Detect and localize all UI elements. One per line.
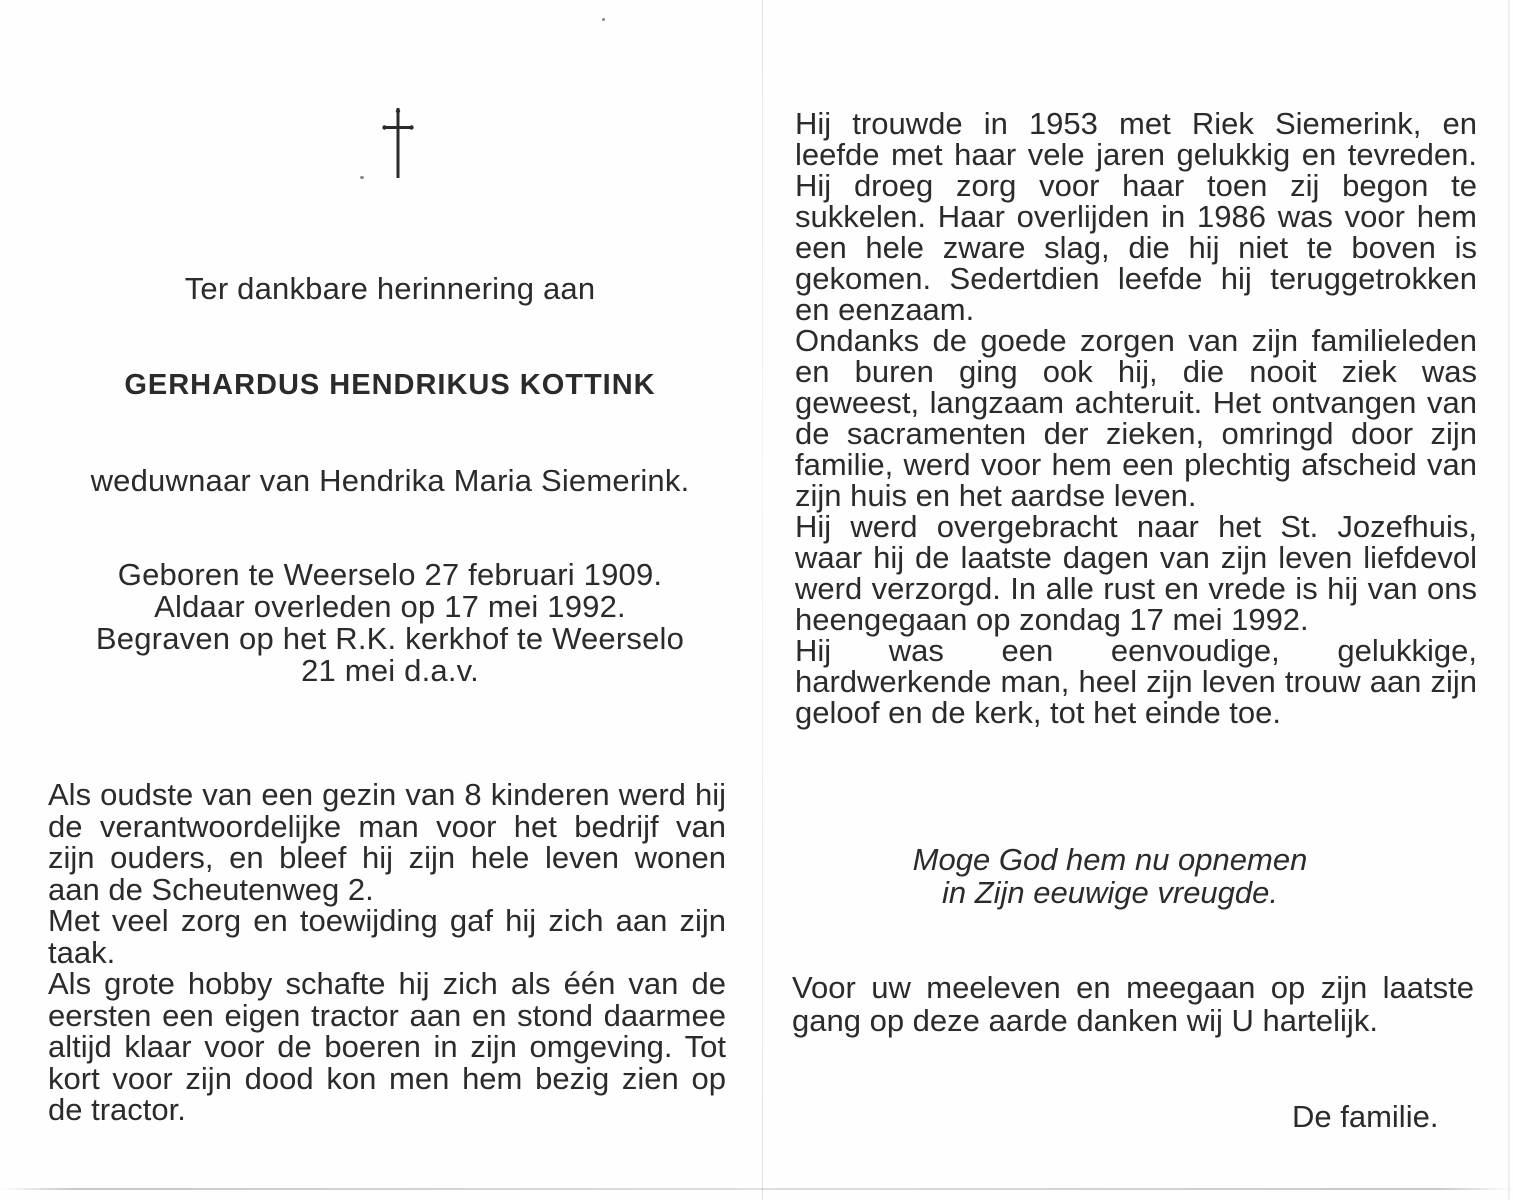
prayer-line: Moge God hem nu opnemen <box>912 842 1308 877</box>
left-biography <box>48 779 726 1126</box>
paper-speck <box>602 18 605 21</box>
bio-paragraph: Hij werd overgebracht naar het St. Jozefhuis, waar hij de laatste dagen van zijn leven liefdevol werd verzorgd. In alle rust en vrede is hij van ons heengegaan op zondag 17 mei 1992. <box>795 509 1477 637</box>
cross-icon <box>378 108 418 178</box>
bio-paragraph: Als oudste van een gezin van 8 kinderen werd hij de verantwoordelijke man voor het bedrijf van zijn ouders, en bleef hij zijn hele leven wonen aan de Scheutenweg 2. <box>48 777 726 907</box>
right-biography <box>795 108 1477 728</box>
paper-speck <box>360 176 364 179</box>
bio-paragraph: Ondanks de goede zorgen van zijn familieleden en buren ging ook hij, die nooit ziek was geweest, langzaam achteruit. Het ontvangen van de sacramenten der zieken, omringd door zijn familie, werd voor hem een plechtig afscheid van zijn huis en het aardse leven. <box>795 323 1477 513</box>
birth-death-block <box>40 559 740 687</box>
bottom-edge <box>0 1188 1513 1190</box>
deceased-name: GERHARDUS HENDRIKUS KOTTINK <box>124 369 656 401</box>
widower-text: weduwnaar van Hendrika Maria Siemerink. <box>90 463 690 498</box>
thanks-text: Voor uw meeleven en meegaan op zijn laatste gang op deze aarde danken wij U hartelijk. <box>792 970 1474 1038</box>
death-line: Aldaar overleden op 17 mei 1992. <box>154 589 626 624</box>
birth-line: Geboren te Weerselo 27 februari 1909. <box>117 557 663 592</box>
right-edge <box>1508 0 1510 1200</box>
bio-paragraph: Hij was een eenvoudige, gelukkige, hardwerkende man, heel zijn leven trouw aan zijn geloof en de kerk, tot het einde toe. <box>795 633 1477 730</box>
burial-line: Begraven op het R.K. kerkhof te Weerselo <box>95 621 685 656</box>
signature: De familie. <box>1292 1099 1439 1134</box>
prayer-line: in Zijn eeuwige vreugde. <box>941 875 1279 910</box>
burial-date-line: 21 mei d.a.v. <box>301 653 479 688</box>
fold-line <box>762 0 763 1200</box>
intro-text: Ter dankbare herinnering aan <box>184 271 596 306</box>
bio-paragraph: Met veel zorg en toewijding gaf hij zich aan zijn taak. <box>48 903 726 970</box>
prayer <box>830 843 1390 909</box>
bio-paragraph: Als grote hobby schafte hij zich als één van de eersten een eigen tractor aan en stond daarmee altijd klaar voor de boeren in zijn omgeving. Tot kort voor zijn dood kon men hem bezig zien op de tractor. <box>48 966 726 1127</box>
bio-paragraph: Hij trouwde in 1953 met Riek Siemerink, en leefde met haar vele jaren gelukkig en tevreden. Hij droeg zorg voor haar toen zij begon te sukkelen. Haar overlijden in 1986 was voor hem een hele zware slag, die hij niet te boven is gekomen. Sedertdien leefde hij teruggetrokken en eenzaam. <box>795 106 1477 327</box>
